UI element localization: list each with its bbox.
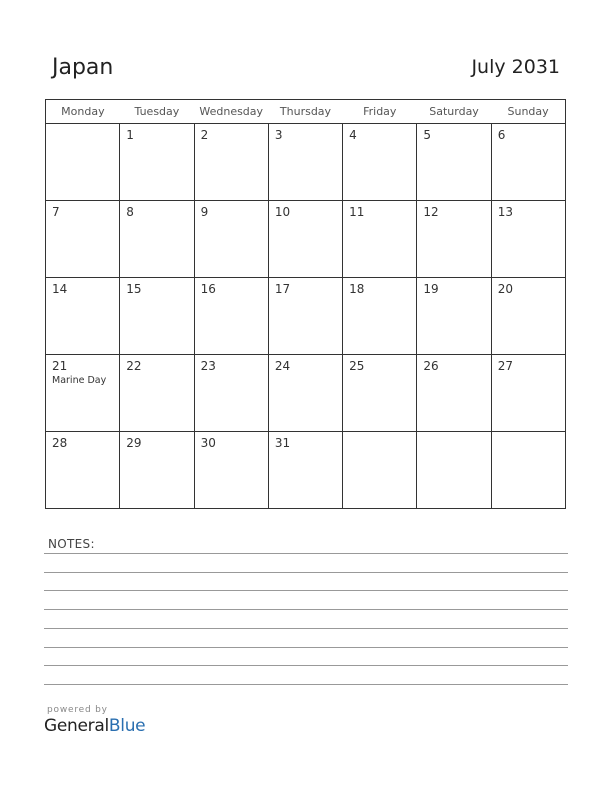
day-number: 27: [497, 359, 513, 373]
logo-blue-text: Blue: [108, 716, 146, 736]
day-number: 12: [423, 205, 439, 219]
day-cell: [120, 278, 194, 355]
weekday-header: Tuesday: [120, 100, 194, 124]
day-cell: [343, 278, 417, 355]
day-cell: [343, 355, 417, 432]
day-cell: [417, 201, 491, 278]
country-title: Japan: [52, 55, 114, 80]
day-number: 9: [200, 205, 209, 219]
month-title: July 2031: [471, 56, 560, 78]
day-number: 3: [274, 128, 283, 142]
day-cell: [491, 355, 565, 432]
day-cell: [268, 201, 342, 278]
day-number: 5: [423, 128, 432, 142]
day-number: 4: [349, 128, 357, 142]
weekday-header: Friday: [343, 100, 417, 124]
weekday-header: Monday: [46, 100, 120, 124]
day-number: 17: [274, 282, 291, 296]
day-number: 2: [200, 128, 209, 142]
day-cell: [120, 201, 194, 278]
logo-general-text: General: [44, 716, 109, 736]
weekday-header: Thursday: [268, 100, 342, 124]
day-cell: [46, 124, 120, 201]
day-number: 23: [200, 359, 216, 373]
day-number: 29: [126, 436, 142, 450]
note-line: [44, 609, 568, 610]
day-cell: [491, 432, 565, 509]
day-number: 1: [126, 128, 134, 142]
week-row: [46, 355, 566, 432]
generalblue-logo: [44, 716, 145, 736]
day-number: 24: [274, 359, 291, 373]
day-number: 26: [423, 359, 439, 373]
day-cell: [491, 201, 565, 278]
note-line: [44, 553, 568, 554]
day-cell: [194, 124, 268, 201]
day-cell: [120, 355, 194, 432]
calendar-grid: [45, 99, 566, 509]
day-cell: [343, 201, 417, 278]
day-cell: [120, 432, 194, 509]
day-number: 31: [274, 436, 291, 450]
day-cell: [46, 355, 120, 432]
day-cell: [417, 432, 491, 509]
day-number: 10: [274, 205, 291, 219]
day-number: 14: [52, 282, 68, 296]
day-number: 11: [349, 205, 365, 219]
note-line: [44, 665, 568, 666]
day-cell: [194, 201, 268, 278]
day-cell: [268, 432, 342, 509]
day-number: 16: [200, 282, 216, 296]
day-cell: [46, 432, 120, 509]
note-line: [44, 628, 568, 629]
day-number: 15: [126, 282, 142, 296]
day-number: 25: [349, 359, 365, 373]
note-line: [44, 684, 568, 685]
day-cell: [194, 432, 268, 509]
day-cell: [194, 355, 268, 432]
notes-label: NOTES:: [48, 537, 95, 551]
day-number: 28: [52, 436, 68, 450]
day-number: 8: [126, 205, 134, 219]
day-cell: [491, 278, 565, 355]
day-cell: [268, 278, 342, 355]
week-row: [46, 278, 566, 355]
day-cell: [268, 124, 342, 201]
day-cell: [417, 124, 491, 201]
day-cell: [417, 355, 491, 432]
week-row: [46, 124, 566, 201]
day-cell: [343, 124, 417, 201]
day-cell: [46, 278, 120, 355]
note-line: [44, 572, 568, 573]
day-cell: [491, 124, 565, 201]
day-number: 20: [497, 282, 513, 296]
weekday-header: Saturday: [417, 100, 491, 124]
day-number: 18: [349, 282, 365, 296]
day-number: 22: [126, 359, 142, 373]
day-cell: [46, 201, 120, 278]
holiday-label: Marine Day: [52, 375, 107, 386]
day-number: 7: [52, 205, 60, 219]
week-row: [46, 201, 566, 278]
day-cell: [120, 124, 194, 201]
day-cell: [194, 278, 268, 355]
weekday-header-row: [46, 100, 566, 124]
day-number: 13: [497, 205, 513, 219]
note-line: [44, 647, 568, 648]
day-number: 21: [52, 359, 68, 373]
note-line: [44, 590, 568, 591]
day-number: 30: [200, 436, 216, 450]
day-cell: [343, 432, 417, 509]
day-cell: [268, 355, 342, 432]
powered-by-text: powered by: [47, 705, 108, 715]
day-cell: [417, 278, 491, 355]
day-number: 19: [423, 282, 439, 296]
day-number: 6: [497, 128, 506, 142]
week-row: [46, 432, 566, 509]
weekday-header: Wednesday: [194, 100, 268, 124]
weekday-header: Sunday: [491, 100, 565, 124]
